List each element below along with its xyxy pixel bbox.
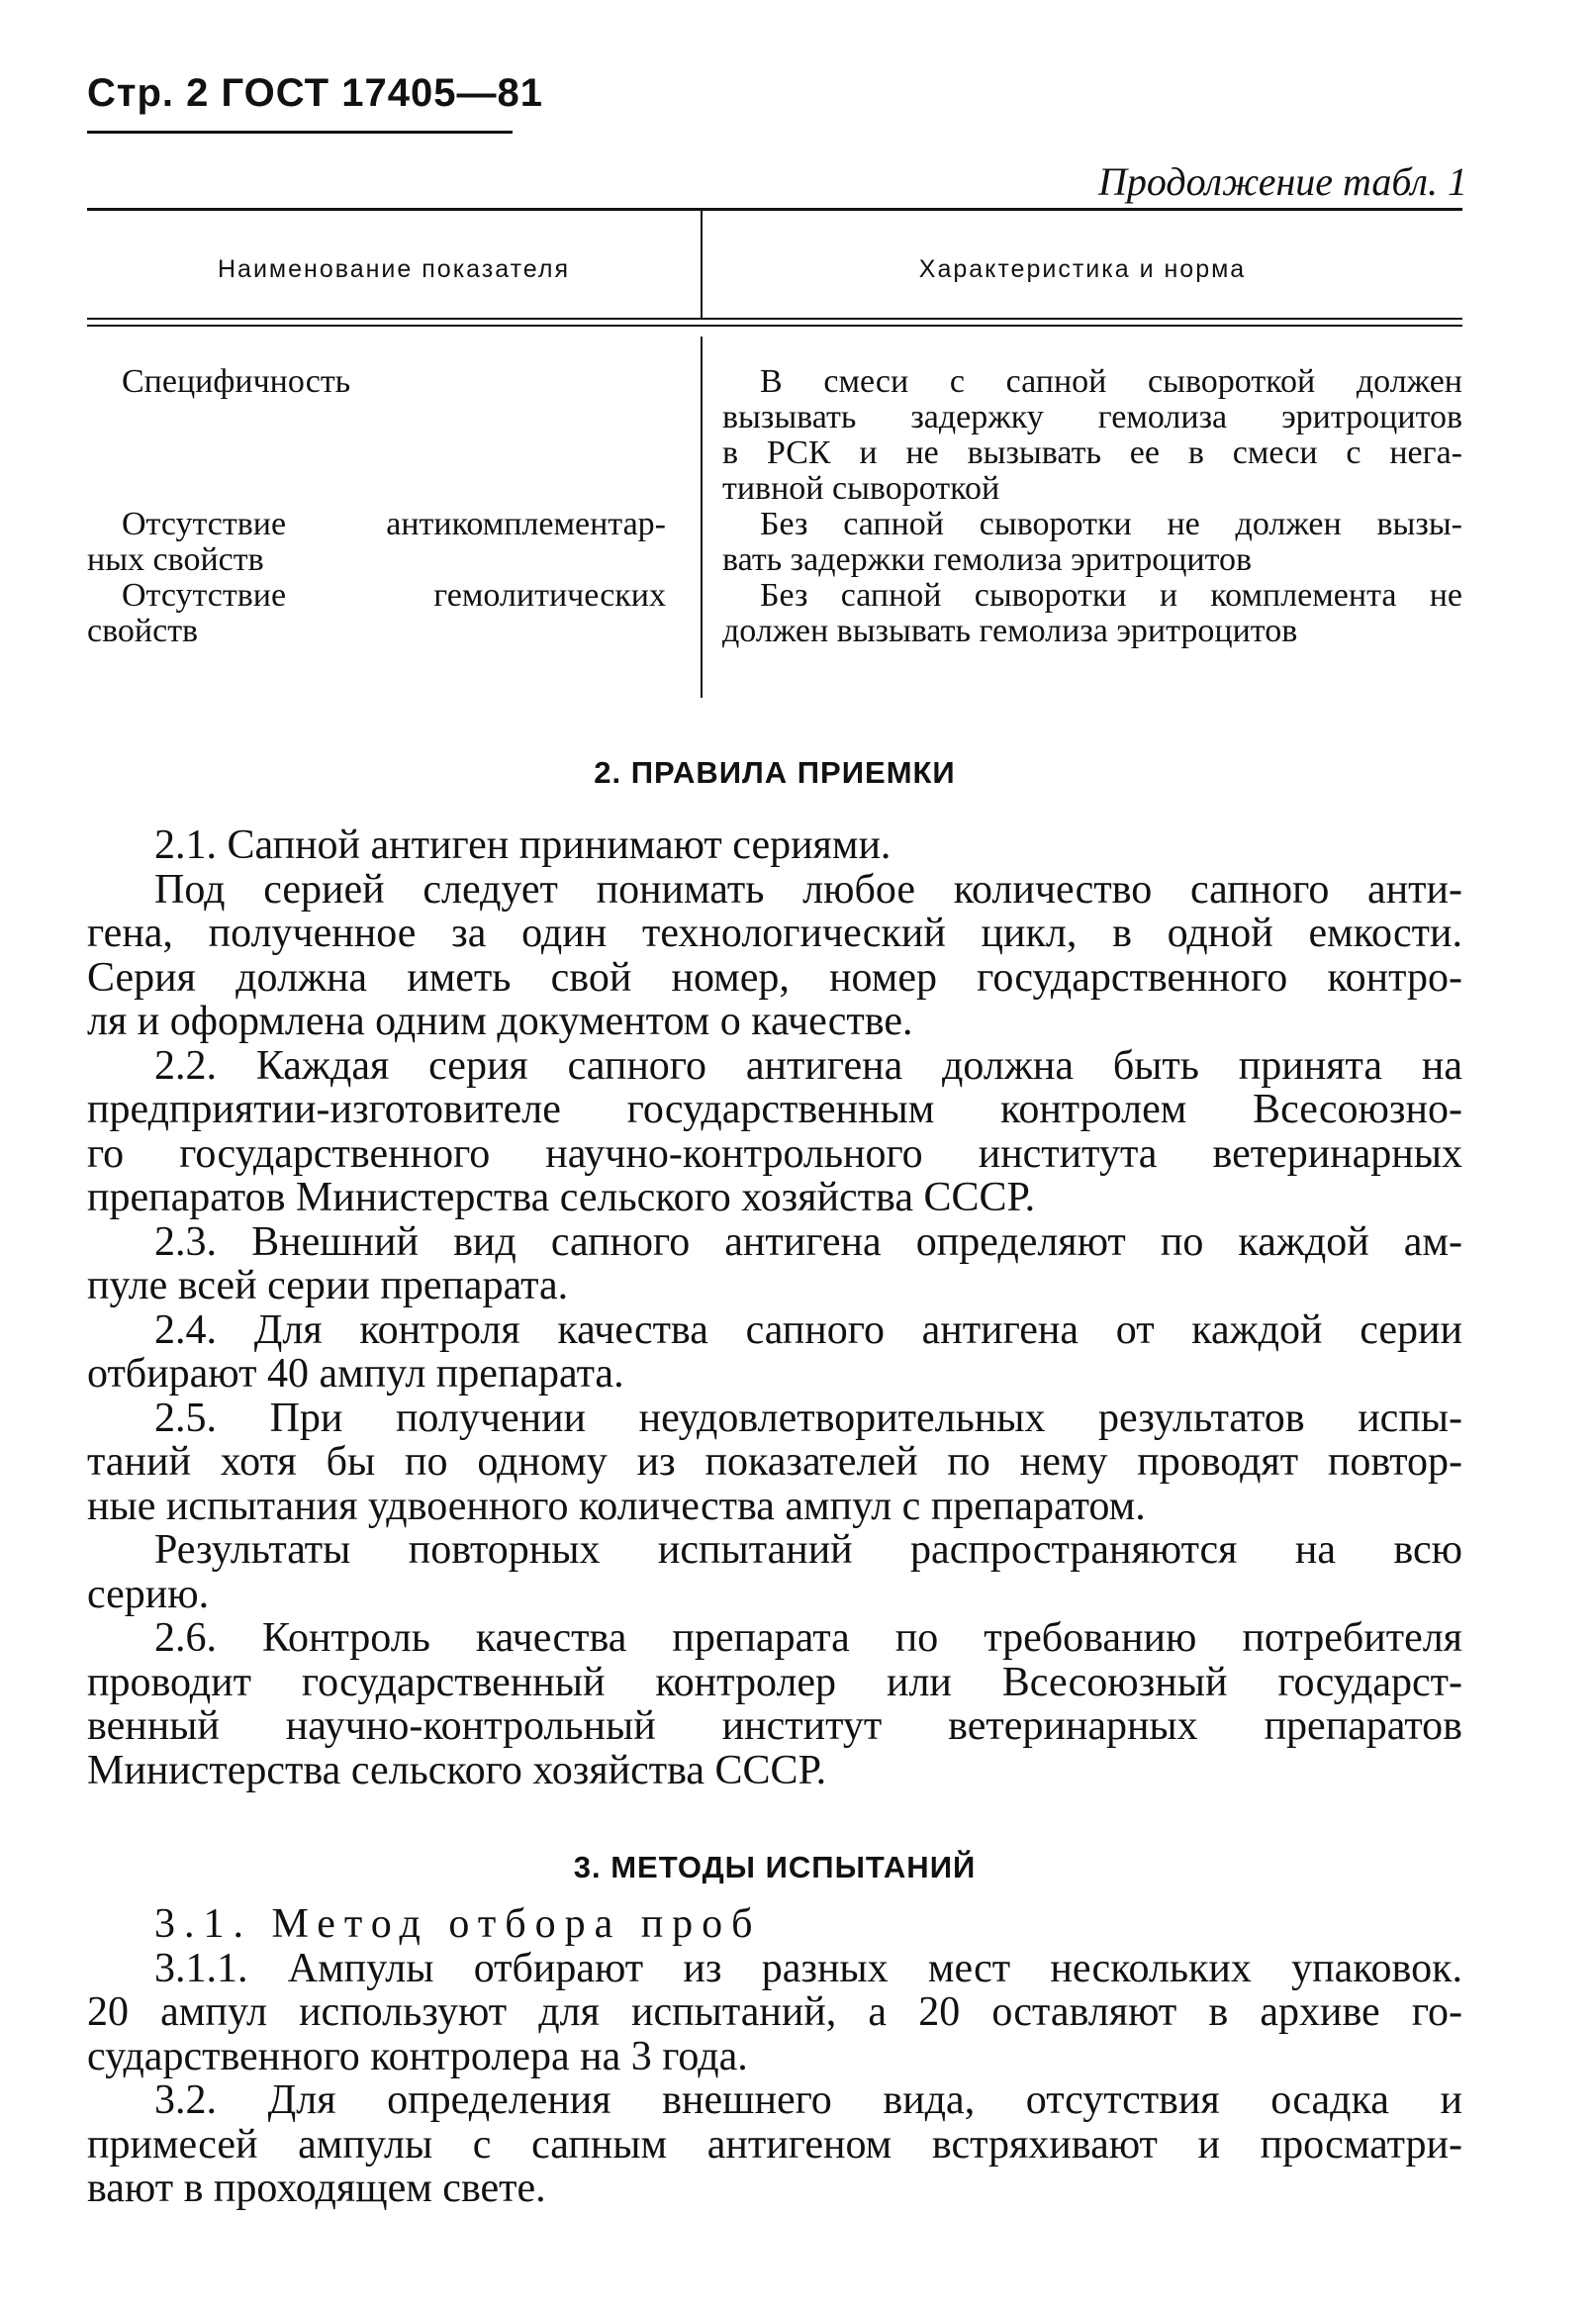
table-row-3-name: Отсутствие гемолитических свойств [87,577,666,649]
table-col2-header: Характеристика и норма [918,255,1247,283]
table-continuation-label: Продолжение табл. 1 [1097,159,1467,204]
table-body-divider [701,337,703,698]
paragraph-3-2: 3.2. Для определения внешнего вида, отсутствия осадка и [154,2077,1462,2123]
header-underline [87,131,513,134]
section-3-title: 3. МЕТОДЫ ИСПЫТАНИЙ [573,1850,977,1884]
paragraph-2-1: 2.1. Сапной антиген принимают сериями. [154,822,892,868]
standard-number: ГОСТ 17405—81 [221,71,543,115]
table-row-2-name: Отсутствие антикомплементар- ных свойств [87,506,666,578]
table-header-rule-double [87,325,1462,327]
table-row-1-name: Специфичность [122,363,351,400]
table-row-2-norm: Без сапной сыворотки не должен вызы- вать задержки гемолиза эритроцитов [722,506,1462,578]
paragraph-2-3: 2.3. Внешний вид сапного антигена определяют по каждой ам- [154,1218,1462,1265]
section-3-body: 3.1. Метод отбора проб 3.1.1. Ампулы отбирают из разных мест нескольких упаковок. 20 ампул используют для испытаний, а 20 оставляют в архиве го- сударственного контролера на 3 года. 3.2. Для определения внешнего вида, отсутствия осадка и примесей ампулы с сапным антигеном встряхивают и просматри- вают в проходящем свете. [87,1901,1462,2211]
table-row-1-norm: В смеси с сапной сывороткой должен вызывать задержку гемолиза эритроцитов в РСК и не вызывать ее в смеси с нега- тивной сывороткой [722,363,1462,507]
table-header-rule [87,318,1462,320]
paragraph-3-1-1: 3.1.1. Ампулы отбирают из разных мест нескольких упаковок. [154,1945,1462,1991]
paragraph-2-2: 2.2. Каждая серия сапного антигена должна быть принята на [154,1042,1462,1089]
paragraph-2-6: 2.6. Контроль качества препарата по требованию потребителя [154,1615,1462,1661]
paragraph-2-4: 2.4. Для контроля качества сапного антигена от каждой серии [154,1306,1462,1353]
table-top-rule [87,208,1462,211]
page-header [87,71,543,116]
section-2-title: 2. ПРАВИЛА ПРИЕМКИ [594,755,956,790]
subsection-3-1-title: 3.1. Метод отбора проб [154,1901,762,1947]
paragraph-2-5: 2.5. При получении неудовлетворительных результатов испы- [154,1395,1462,1441]
table-row-3-norm: Без сапной сыворотки и комплемента не должен вызывать гемолиза эритроцитов [722,577,1462,649]
section-2-body: 2.1. Сапной антиген принимают сериями. Под серией следует понимать любое количество сапного анти- гена, полученное за один технологический цикл, в одной емкости. Серия должна иметь свой номер, номер государственного контро- ля и оформлена одним документом о качестве. 2.2. Каждая серия сапного антигена должна быть принята на предприятии-изготовителе государственным контролем Всесоюзно- го государственного научно-контрольного института ветеринарных препаратов Министерства сельского хозяйства СССР. 2.3. Внешний вид сапного антигена определяют по каждой ам- пуле всей серии препарата. 2.4. Для контроля качества сапного антигена от каждой серии отбирают 40 ампул препарата. 2.5. При получении неудовлетворительных результатов испы- таний хотя бы по одному из показателей по нему проводят повтор- ные испытания удвоенного количества ампул с препаратом. Результаты повторных испытаний распространяются на всю серию. 2.6. Контроль качества препарата по требованию потребителя проводит государственный контролер или Всесоюзный государст- венный научно-контрольный институт ветеринарных препаратов Министерства сельского хозяйства СССР. [87,822,1462,1793]
table-col1-header: Наименование показателя [218,255,570,283]
page-number: Стр. 2 [87,71,210,115]
